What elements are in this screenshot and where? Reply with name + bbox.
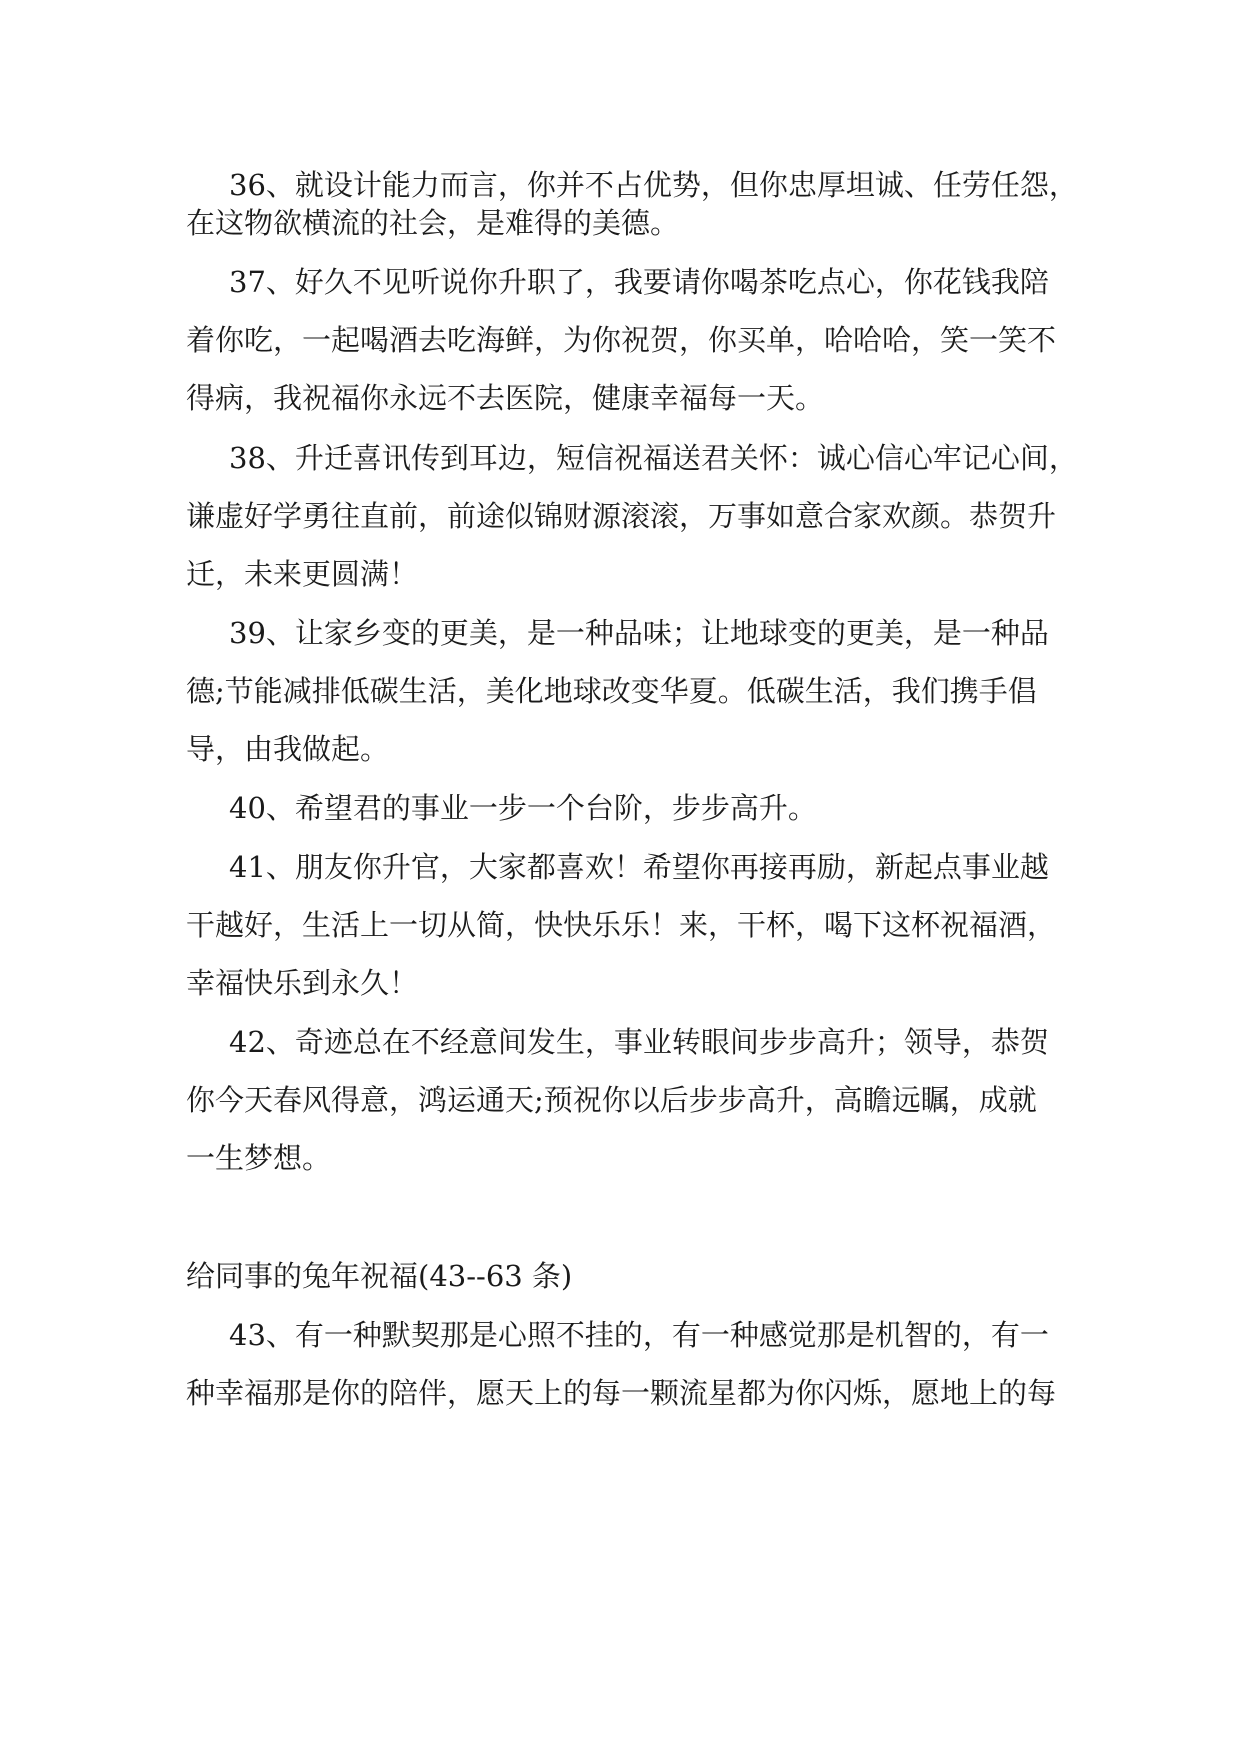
paragraph-36-line-1: 36、就设计能力而言，你并不占优势，但你忠厚坦诚、任劳任怨， [229, 168, 1078, 202]
section-heading: 给同事的兔年祝福(43--63 条) [186, 1259, 573, 1293]
paragraph-38-line-3: 迁，未来更圆满！ [186, 557, 419, 591]
paragraph-41-line-2: 干越好，生活上一切从简，快快乐乐！来，干杯，喝下这杯祝福酒， [186, 908, 1057, 942]
paragraph-37-line-1: 37、好久不见听说你升职了，我要请你喝茶吃点心，你花钱我陪 [229, 265, 1049, 299]
paragraph-42-line-3: 一生梦想。 [186, 1141, 332, 1175]
paragraph-41-line-1: 41、朋友你升官，大家都喜欢！希望你再接再励，新起点事业越 [229, 850, 1049, 884]
paragraph-43-line-2: 种幸福那是你的陪伴，愿天上的每一颗流星都为你闪烁，愿地上的每 [186, 1376, 1057, 1410]
paragraph-38-line-2: 谦虚好学勇往直前，前途似锦财源滚滚，万事如意合家欢颜。恭贺升 [186, 499, 1057, 533]
paragraph-43-line-1: 43、有一种默契那是心照不挂的，有一种感觉那是机智的，有一 [229, 1318, 1049, 1352]
paragraph-38-line-1: 38、升迁喜讯传到耳边，短信祝福送君关怀：诚心信心牢记心间， [229, 441, 1078, 475]
paragraph-39-line-3: 导，由我做起。 [186, 732, 390, 766]
paragraph-41-line-3: 幸福快乐到永久！ [186, 966, 419, 1000]
paragraph-36-line-2: 在这物欲横流的社会，是难得的美德。 [186, 206, 680, 240]
paragraph-37-line-3: 得病，我祝福你永远不去医院，健康幸福每一天。 [186, 381, 825, 415]
paragraph-42-line-1: 42、奇迹总在不经意间发生，事业转眼间步步高升；领导，恭贺 [229, 1025, 1049, 1059]
paragraph-37-line-2: 着你吃，一起喝酒去吃海鲜，为你祝贺，你买单，哈哈哈，笑一笑不 [186, 323, 1057, 357]
paragraph-39-line-2: 德;节能减排低碳生活，美化地球改变华夏。低碳生活，我们携手倡 [186, 674, 1037, 708]
paragraph-42-line-2: 你今天春风得意，鸿运通天;预祝你以后步步高升，高瞻远瞩，成就 [186, 1083, 1037, 1117]
paragraph-39-line-1: 39、让家乡变的更美，是一种品味；让地球变的更美，是一种品 [229, 616, 1049, 650]
paragraph-40-line-1: 40、希望君的事业一步一个台阶，步步高升。 [229, 791, 817, 825]
